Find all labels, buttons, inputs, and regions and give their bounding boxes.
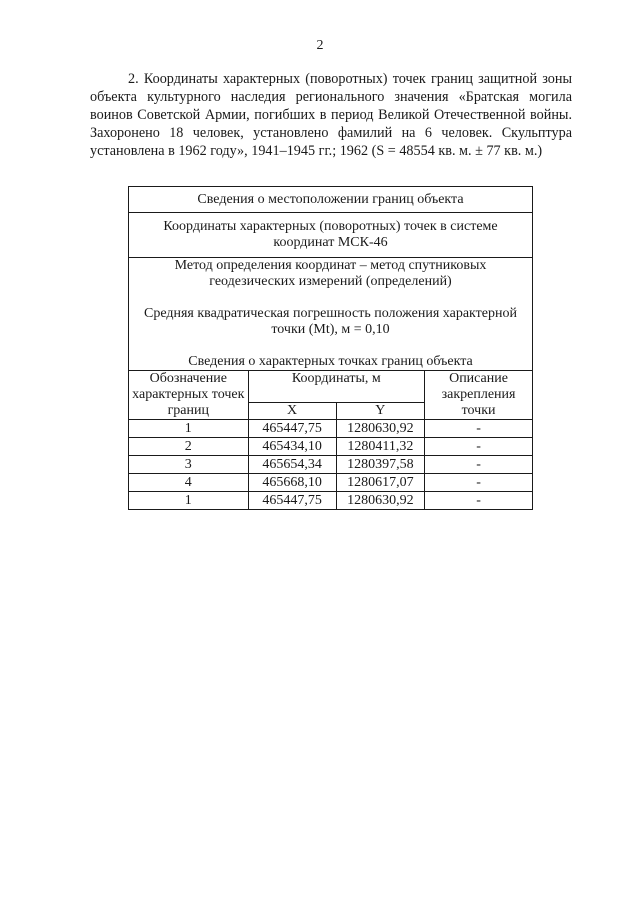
fixing-description: - <box>425 420 533 438</box>
method-block <box>129 258 533 371</box>
col-x-header: X <box>248 403 336 420</box>
fixing-description: - <box>425 474 533 492</box>
coordinate-system: Координаты характерных (поворотных) точек в системе координат МСК-46 <box>129 213 533 258</box>
x-value: 465447,75 <box>248 492 336 510</box>
col-designation-header: Обозначение характерных точек границ <box>129 371 249 420</box>
point-number: 1 <box>129 420 249 438</box>
fixing-description: - <box>425 456 533 474</box>
x-value: 465434,10 <box>248 438 336 456</box>
coordinates-table <box>128 186 533 510</box>
accuracy-text: Средняя квадратическая погрешность положения характерной точки (Mt), м = 0,10 <box>144 306 517 337</box>
x-value: 465654,34 <box>248 456 336 474</box>
col-coordinates-header: Координаты, м <box>248 371 425 403</box>
point-number: 4 <box>129 474 249 492</box>
y-value: 1280630,92 <box>336 420 424 438</box>
table-row <box>129 420 533 438</box>
table-row <box>129 492 533 510</box>
table-row <box>129 456 533 474</box>
y-value: 1280397,58 <box>336 456 424 474</box>
table-row <box>129 438 533 456</box>
col-description-header: Описание закрепления точки <box>425 371 533 420</box>
y-value: 1280630,92 <box>336 492 424 510</box>
fixing-description: - <box>425 492 533 510</box>
point-number: 3 <box>129 456 249 474</box>
x-value: 465668,10 <box>248 474 336 492</box>
table-title: Сведения о местоположении границ объекта <box>129 187 533 213</box>
x-value: 465447,75 <box>248 420 336 438</box>
intro-paragraph: 2. Координаты характерных (поворотных) точек границ защитной зоны объекта культурного наследия регионального значения «Братская могила воинов Советской Армии, погибших в период Великой Отечественной войны. Захоронено 18 человек, установлено фамилий на 6 человек. Скульптура установлена в 1962 году», 1941–1945 гг.; 1962 (S = 48554 кв. м. ± 77 кв. м.) <box>90 71 572 159</box>
point-number: 1 <box>129 492 249 510</box>
fixing-description: - <box>425 438 533 456</box>
method-text: Метод определения координат – метод спутниковых геодезических измерений (определений) <box>174 258 487 289</box>
y-value: 1280617,07 <box>336 474 424 492</box>
points-title: Сведения о характерных точках границ объекта <box>188 354 473 369</box>
point-number: 2 <box>129 438 249 456</box>
table-row <box>129 474 533 492</box>
y-value: 1280411,32 <box>336 438 424 456</box>
page-number: 2 <box>316 38 324 53</box>
col-y-header: Y <box>336 403 424 420</box>
